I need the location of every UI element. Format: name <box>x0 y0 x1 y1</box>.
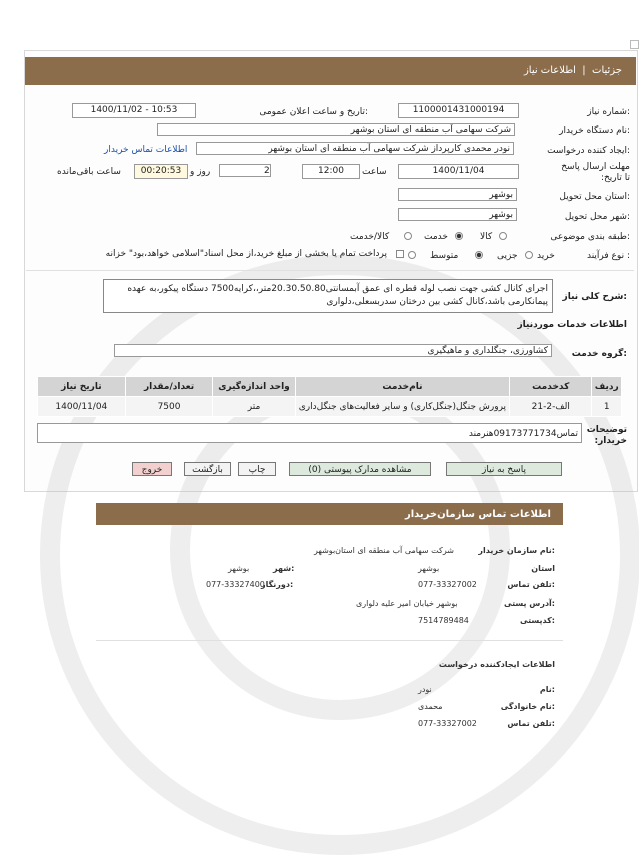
deadline-time-field: 12:00 <box>302 164 360 179</box>
requester-family-value: محمدی <box>418 702 443 711</box>
contact-postal-label: کدپستی: <box>520 616 555 625</box>
service-group-label: گروه خدمت: <box>571 349 627 359</box>
breadcrumb-info[interactable]: اطلاعات نیاز <box>523 65 576 76</box>
requester-name-label: نام: <box>539 685 555 694</box>
category-both-label: کالا/خدمت <box>350 232 390 242</box>
cell-date: 1400/11/04 <box>38 397 126 417</box>
category-both-radio[interactable] <box>404 232 412 240</box>
contact-divider <box>96 640 563 641</box>
requester-name-value: نودر <box>418 685 432 694</box>
category-label: طبقه بندی موضوعی: <box>550 232 630 242</box>
cell-code: الف-2-21 <box>510 397 592 417</box>
col-row: ردیف <box>592 377 622 397</box>
exit-button[interactable]: خروج <box>132 462 172 476</box>
category-service-label: خدمت <box>424 232 448 242</box>
city-field: بوشهر <box>398 208 517 221</box>
province-label: استان محل تحویل: <box>559 192 630 202</box>
buyer-notes-label: توضیحات خریدار: <box>586 425 627 446</box>
col-unit: واحد اندازه‌گیری <box>213 377 295 397</box>
category-goods-label: کالا <box>480 232 493 242</box>
creator-label: ایجاد کننده درخواست: <box>547 146 630 156</box>
contact-province-label: استان <box>531 564 555 573</box>
buyer-label: نام دستگاه خریدار: <box>559 126 630 136</box>
city-label: شهر محل تحویل: <box>564 212 630 222</box>
announce-field: 1400/11/02 - 10:53 <box>72 103 196 118</box>
contact-header <box>96 503 563 525</box>
back-button[interactable]: بازگشت <box>184 462 231 476</box>
description-field: اجرای کانال کشی جهت نصب لوله قطره ای عمق آبمسانتی20.30.50.80متر،،کرایه7500 دستگاه پیکور،به عهده پیمانکارمی باشد،کانال کشی بین درختان سدربسعلی،دلواری <box>103 279 553 313</box>
services-title: اطلاعات خدمات موردنیاز <box>517 320 627 330</box>
contact-fax-value: 077-33327400 <box>206 580 265 589</box>
breadcrumb-separator: | <box>582 65 586 76</box>
remaining-time-field: 00:20:53 <box>134 164 188 179</box>
contact-fax-label: دورنگار: <box>261 580 294 589</box>
contact-phone-value: 077-33327002 <box>418 580 477 589</box>
province-field: بوشهر <box>398 188 517 201</box>
contact-title: اطلاعات تماس سازمان‌خریدار <box>404 509 551 520</box>
process-medium-label: متوسط <box>430 251 459 261</box>
cell-name: پرورش جنگل(جنگل‌کاری) و سایر فعالیت‌های جنگل‌داری <box>295 397 509 417</box>
print-button[interactable]: چاپ <box>238 462 276 476</box>
cell-row: 1 <box>592 397 622 417</box>
contact-postal-value: 7514789484 <box>418 616 469 625</box>
contact-city-value: بوشهر <box>228 564 250 573</box>
creator-field: نودر محمدی کارپرداز شرکت سهامی آب منطقه ای استان بوشهر <box>196 142 514 155</box>
col-code: کدخدمت <box>510 377 592 397</box>
description-label: شرح کلی نیاز: <box>562 292 627 302</box>
col-date: تاریخ نیاز <box>38 377 126 397</box>
deadline-label: مهلت ارسال پاسخ تا تاریخ: <box>561 162 630 183</box>
top-bar <box>0 0 639 30</box>
buyer-notes-field: تماس09173771734هنرمند <box>37 423 582 443</box>
requester-title: اطلاعات ایجادکننده درخواست <box>438 660 555 669</box>
process-minor-label: جزیی <box>497 251 518 261</box>
requester-family-label: نام خانوادگی: <box>500 702 555 711</box>
breadcrumb-details[interactable]: جزئیات <box>592 65 622 76</box>
org-value: شرکت سهامی آب منطقه ای استان‌بوشهر <box>314 546 454 555</box>
process-minor-radio[interactable] <box>475 251 483 259</box>
announce-label: تاریخ و ساعت اعلان عمومی: <box>259 107 368 117</box>
contact-address-value: بوشهر خیابان امیر علیه دلواری <box>356 599 458 608</box>
deadline-date-field: 1400/11/04 <box>398 164 519 179</box>
table-header-row <box>38 377 622 397</box>
scroll-corner <box>630 40 639 49</box>
col-name: نام‌خدمت <box>295 377 509 397</box>
divider <box>26 270 634 271</box>
category-service-radio[interactable] <box>455 232 463 240</box>
reply-button[interactable]: پاسخ به نیاز <box>446 462 562 476</box>
process-buy-radio[interactable] <box>525 251 533 259</box>
cell-qty: 7500 <box>125 397 213 417</box>
contact-phone-label: تلفن تماس: <box>507 580 555 589</box>
payment-note: پرداخت تمام یا بخشی از مبلغ خرید،از محل اسناد"اسلامی خواهد،بود" خزانه <box>105 249 387 259</box>
services-table <box>37 376 622 417</box>
days-field: 2 <box>219 164 271 177</box>
contact-city-label: شهر: <box>273 564 295 573</box>
payment-checkbox[interactable] <box>396 250 404 258</box>
org-label: نام سازمان خریدار: <box>478 546 555 555</box>
breadcrumb <box>524 65 622 76</box>
hour-label: ساعت <box>362 167 387 177</box>
requester-phone-value: 077-33327002 <box>418 719 477 728</box>
attachments-button[interactable]: مشاهده مدارک پیوستی (0) <box>289 462 431 476</box>
process-medium-radio[interactable] <box>408 251 416 259</box>
remaining-label: ساعت باقی‌مانده <box>57 167 121 177</box>
col-qty: تعداد/مقدار <box>125 377 213 397</box>
contact-province-value: بوشهر <box>418 564 440 573</box>
process-label: نوع فرآیند : <box>586 251 630 261</box>
category-goods-radio[interactable] <box>499 232 507 240</box>
page-header <box>25 57 636 85</box>
table-row <box>38 397 622 417</box>
cell-unit: متر <box>213 397 295 417</box>
buyer-field: شرکت سهامی آب منطقه ای استان بوشهر <box>157 123 515 136</box>
service-group-field: کشاورزی، جنگلداری و ماهیگیری <box>114 344 552 357</box>
buyer-contact-link[interactable]: اطلاعات تماس خریدار <box>104 145 188 155</box>
day-label: روز و <box>190 167 211 177</box>
contact-address-label: آدرس پستی: <box>504 599 555 608</box>
services-table-wrap <box>37 376 622 417</box>
requester-phone-label: تلفن تماس: <box>507 719 555 728</box>
need-number-label: شماره نیاز: <box>587 107 630 117</box>
need-number-field: 1100001431000194 <box>398 103 519 118</box>
process-buy-label: خرید <box>537 251 555 261</box>
